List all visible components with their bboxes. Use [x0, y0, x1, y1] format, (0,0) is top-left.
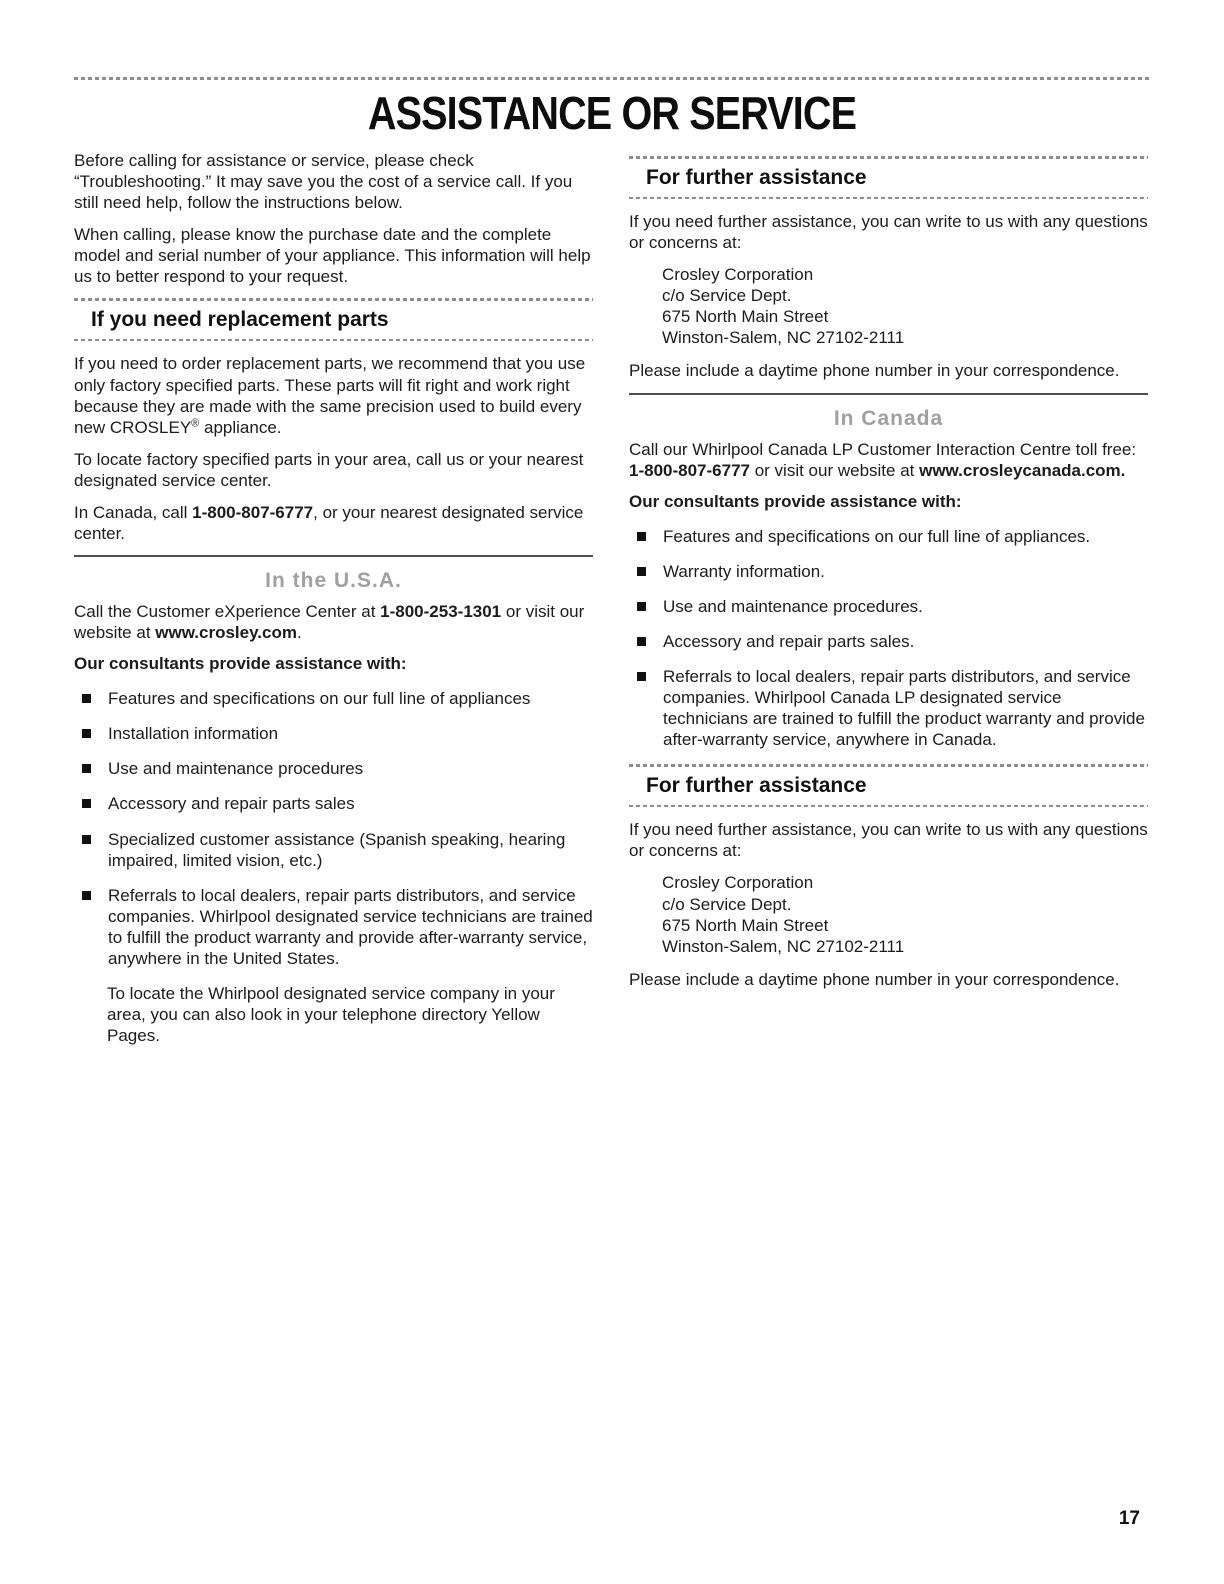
list-item — [637, 561, 1148, 582]
text-segment: or visit our website at — [74, 602, 585, 643]
further-assistance-section-heading-2 — [629, 764, 1148, 807]
square-bullet-icon — [82, 891, 91, 900]
list-item — [82, 758, 593, 779]
dashed-rule — [629, 805, 1148, 807]
list-item-text: Accessory and repair parts sales — [108, 794, 355, 814]
solid-rule — [629, 393, 1148, 395]
dashed-rule — [74, 298, 593, 301]
square-bullet-icon — [637, 567, 646, 576]
list-item — [82, 793, 593, 814]
further-assistance-section-heading-1 — [629, 156, 1148, 199]
top-divider — [74, 77, 1150, 80]
list-item-text: Installation information — [108, 724, 279, 744]
page-number: 17 — [1118, 1508, 1140, 1529]
address-line: Winston-Salem, NC 27102-2111 — [662, 936, 905, 956]
mailing-address-2 — [662, 872, 1148, 956]
list-item-text: Features and specifications on our full line of appliances — [108, 689, 531, 709]
section-heading-label: If you need replacement parts — [91, 308, 389, 332]
text-segment: Call our Whirlpool Canada LP Customer Interaction Centre toll free: — [629, 439, 1137, 459]
square-bullet-icon — [82, 729, 91, 738]
square-bullet-icon — [637, 602, 646, 611]
address-line: 675 North Main Street — [662, 307, 829, 327]
further-assistance-intro-1: If you need further assistance, you can write to us with any questions or concerns at: — [629, 212, 1148, 253]
square-bullet-icon — [82, 799, 91, 808]
list-item — [637, 666, 1148, 750]
address-line: 675 North Main Street — [662, 915, 829, 935]
text-segment: Call the Customer eXperience Center at — [74, 602, 381, 622]
solid-rule — [74, 555, 593, 557]
dashed-rule — [74, 339, 593, 341]
list-item-text: Warranty information. — [663, 561, 825, 581]
page-title: ASSISTANCE OR SERVICE — [367, 87, 857, 139]
canada-parts-phone-number: 1-800-807-6777 — [192, 502, 314, 522]
replacement-parts-section-heading — [74, 298, 593, 341]
list-item-text: Specialized customer assistance (Spanish speaking, hearing impaired, limited vision, etc.) — [108, 829, 566, 870]
address-line: Winston-Salem, NC 27102-2111 — [662, 328, 905, 348]
list-item — [637, 631, 1148, 652]
list-item — [637, 596, 1148, 617]
list-item-text: Referrals to local dealers, repair parts distributors, and service companies. Whirlpool Canada LP designated service technicians are trained to fulfill the product warranty and provide after-warranty service, anywhere in Canada. — [663, 667, 1145, 750]
list-item-text: Accessory and repair parts sales. — [663, 631, 915, 651]
square-bullet-icon — [637, 672, 646, 681]
list-item-text: Features and specifications on our full line of appliances. — [663, 526, 1091, 546]
square-bullet-icon — [82, 764, 91, 773]
canada-phone-number: 1-800-807-6777 — [629, 460, 750, 480]
square-bullet-icon — [637, 532, 646, 541]
usa-phone-number: 1-800-253-1301 — [380, 602, 502, 622]
square-bullet-icon — [637, 637, 646, 646]
text-segment: In Canada, call — [74, 502, 193, 522]
text-segment: appliance. — [199, 417, 282, 437]
replacement-paragraph-1 — [74, 353, 593, 437]
address-line: Crosley Corporation — [662, 265, 814, 285]
list-item-text: Referrals to local dealers, repair parts distributors, and service companies. Whirlpool designated service technicians are trained to fulfill the product warranty and provide after-warranty service, anywhere in the United States. — [108, 885, 593, 968]
registered-mark: ® — [191, 417, 200, 430]
square-bullet-icon — [82, 694, 91, 703]
usa-closing-paragraph: To locate the Whirlpool designated service company in your area, you can also look in your telephone directory Yellow Pages. — [107, 984, 555, 1046]
dashed-rule — [629, 156, 1148, 159]
list-item — [637, 526, 1148, 547]
address-line: c/o Service Dept. — [662, 894, 792, 914]
two-column-layout — [0, 144, 1224, 1057]
canada-contact-paragraph — [629, 439, 1148, 481]
text-segment: , or your nearest designated service center. — [74, 502, 584, 544]
usa-contact-paragraph — [74, 601, 593, 643]
text-segment: If you need to order replacement parts, we recommend that you use only factory specified parts. These parts will fit right and work right because they are made with the same precision used to build every new CROSLEY — [74, 354, 586, 437]
list-item — [82, 723, 593, 744]
list-item — [82, 885, 593, 969]
canada-assistance-list — [629, 526, 1148, 751]
list-item — [82, 688, 593, 709]
text-segment: . — [297, 623, 302, 643]
replacement-paragraph-3 — [74, 502, 593, 544]
square-bullet-icon — [82, 835, 91, 844]
address-line: c/o Service Dept. — [662, 286, 792, 306]
canada-section-heading: In Canada — [833, 406, 944, 430]
correspondence-note-1: Please include a daytime phone number in your correspondence. — [629, 361, 1120, 381]
usa-consultants-heading: Our consultants provide assistance with: — [74, 654, 407, 674]
intro-paragraph-2: When calling, please know the purchase date and the complete model and serial number of your appliance. This information will help us to better respond to your request. — [74, 225, 591, 287]
text-segment: or visit our website at — [749, 460, 920, 480]
address-line: Crosley Corporation — [662, 873, 814, 893]
dashed-rule — [629, 197, 1148, 199]
intro-paragraph-1: Before calling for assistance or service, please check “Troubleshooting.” It may save you the cost of a service call. If you still need help, follow the instructions below. — [74, 151, 573, 213]
list-item — [82, 829, 593, 871]
usa-website: www.crosley.com — [155, 623, 297, 643]
section-heading-label: For further assistance — [646, 774, 867, 798]
usa-section-heading: In the U.S.A. — [265, 569, 402, 593]
dashed-rule — [629, 764, 1148, 767]
section-heading-label: For further assistance — [646, 166, 867, 189]
canada-consultants-heading: Our consultants provide assistance with: — [629, 491, 962, 511]
correspondence-note-2: Please include a daytime phone number in your correspondence. — [629, 969, 1120, 989]
right-column — [629, 150, 1148, 1057]
canada-website: www.crosleycanada.com. — [919, 460, 1126, 480]
replacement-paragraph-2: To locate factory specified parts in your area, call us or your nearest designated service center. — [74, 449, 584, 490]
further-assistance-intro-2: If you need further assistance, you can write to us with any questions or concerns at: — [629, 820, 1148, 861]
list-item-text: Use and maintenance procedures — [108, 759, 364, 779]
list-item-text: Use and maintenance procedures. — [663, 596, 923, 616]
usa-assistance-list — [74, 688, 593, 969]
left-column — [74, 150, 593, 1057]
mailing-address-1 — [662, 264, 1148, 348]
